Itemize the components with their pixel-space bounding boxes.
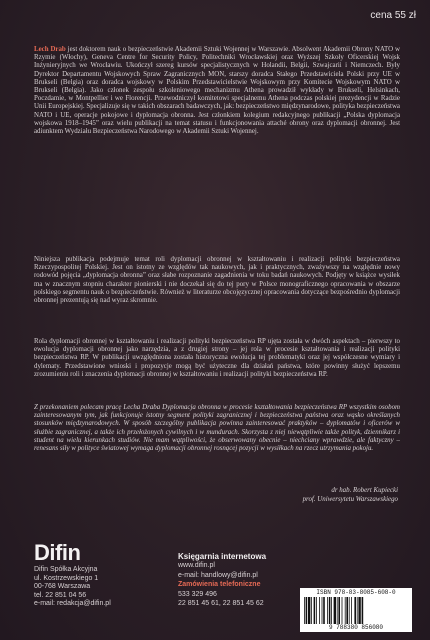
isbn-label: ISBN 978-83-8085-608-0 bbox=[316, 589, 396, 596]
barcode-bar bbox=[327, 597, 328, 624]
publisher-line: Difin Spółka Akcyjna bbox=[34, 566, 98, 573]
review-text: Z przekonaniem polecam pracę Lecha Draba Dyplomacja obronna w procesie kształtowania bezpieczeństwa RP wszystkim osobom zainteresowanym tym, jak funkcjonuje istotny segment polityki zagranicznej i bezpieczeństwa państwa oraz wąsko określanych stosunków międzynarodowych. W sposób szczególny publikacja powinna zainteresować praktyków – dyplomatów i oficerów w służbie zagranicznej, a także ich przełożonych cywilnych i w mundurach. Skorzysta z niej niewątpliwie także polityk, dziennikarz i student na wielu kierunkach studiów. Nie mam wątpliwości, że obserwowany obecnie – niechciany wprawdzie, ale faktyczny – renesans siły w polityce światowej wymaga dyplomacji obronnej rosnącej pozycji w wysiłkach na rzecz utrzymania pokoju. bbox=[34, 404, 400, 453]
barcode-bar bbox=[311, 597, 312, 624]
reviewer-name: dr hab. Robert Kupiecki bbox=[331, 487, 398, 494]
barcode-bar bbox=[322, 597, 323, 624]
barcode-bar bbox=[338, 597, 340, 624]
reviewer-title: prof. Uniwersytetu Warszawskiego bbox=[302, 496, 398, 503]
barcode-bar bbox=[323, 597, 325, 624]
barcode-number: 9 788380 856080 bbox=[328, 624, 383, 631]
publisher-line: 00-768 Warszawa bbox=[34, 583, 91, 591]
barcode-bar bbox=[331, 597, 332, 624]
barcode-bar bbox=[357, 597, 358, 624]
barcode-bar bbox=[308, 597, 310, 624]
author-bio-text: jest doktorem nauk o bezpieczeństwie Akademii Sztuki Wojennej w Warszawie. Absolwent Akademii Obrony NATO w Rzymie (Włochy), Geneva Centre for Security Policy, Politechniki Wrocławskiej oraz Wyższej Szkoły Oficerskiej Wojsk Inżynieryjnych we Wrocławiu. Ukończył szereg kursów specjalistycznych w Holandii, Belgii, Szwajcarii i Niemczech. Były Dyrektor Departamentu Wojskowych Spraw Zagranicznych MON, starszy doradca Stałego Przedstawiciela Polski przy UE w Brukseli (Belgia) oraz doradca wojskowy w Polskim Przedstawicielstwie Wojskowym przy Komitecie Wojskowym NATO w Brukseli (Belgia). Jako członek zespołu szkoleniowego mechanizmu Athena prowadził wykłady w Brukseli, Helsinkach, Poczdamie, w Montpellier i we Florencji. Przewodniczył komitetowi specjalnemu Athena podczas polskiej prezydencji w Radzie Unii Europejskiej. Specjalizuje się w takich obszarach badawczych, jak: bezpieczeństwo międzynarodowe, polityka bezpieczeństwa NATO i UE, operacje pokojowe i dyplomacja obronna. Jest członkiem kolegium redakcyjnego publikacji „Polska dyplomacja wojskowa 1918–1945” oraz wielu publikacji na temat statusu i funkcjonowania attaché obrony oraz dyplomacji obronnej. Jest adiunktem Wydziału Bezpieczeństwa Narodowego w Akademii Sztuki Wojennej. bbox=[34, 46, 400, 136]
barcode-bar bbox=[354, 597, 356, 624]
publisher-line: tel. 22 851 04 56 bbox=[34, 591, 87, 599]
barcode-bar bbox=[306, 597, 308, 624]
description-paragraph: Niniejsza publikacja podejmuje temat roli dyplomacji obronnej w kształtowaniu i realizacji polityki bezpieczeństwa Rzeczypospolitej Polskiej. Jest on istotny ze względów tak naukowych, jak i praktycznych, zważywszy na względnie nowy rodowód pojęcia „dyplomacja obronna” oraz słabe rozpoznanie zagadnienia w toku badań naukowych. Podjęty w książce wysiłek ma w znacznym stopniu charakter pionierski i nie doczekał się do tej pory w Polsce monograficznego opracowania w obszarze polskiego segmentu nauk o bezpieczeństwie. Również w literaturze obcojęzycznej opracowania dotyczące bezpośrednio dyplomacji obronnej prezentują się nad wyraz skromnie. bbox=[34, 256, 400, 305]
publisher-line: ul. Kostrzewskiego 1 bbox=[34, 574, 99, 582]
barcode-bar bbox=[316, 597, 317, 624]
barcode-bar bbox=[362, 597, 364, 624]
barcode-bar bbox=[337, 597, 338, 624]
book-scope bbox=[34, 338, 400, 379]
online-shop-info bbox=[178, 552, 308, 608]
shop-email-link[interactable]: e-mail: handlowy@difin.pl bbox=[178, 571, 258, 579]
publisher-email[interactable]: e-mail: redakcja@difin.pl bbox=[34, 600, 111, 608]
phone-number: 533 329 496 bbox=[178, 590, 217, 598]
author-name: Lech Drab bbox=[34, 46, 66, 53]
reviewer-signature bbox=[198, 486, 398, 504]
shop-heading: Księgarnia internetowa bbox=[178, 552, 267, 561]
barcode-bar bbox=[342, 597, 343, 624]
review-quote bbox=[34, 404, 400, 453]
barcode-bar bbox=[345, 597, 346, 624]
barcode-bar bbox=[346, 597, 348, 624]
barcode-bar bbox=[351, 597, 352, 624]
book-description bbox=[34, 256, 400, 305]
publisher-logo: Difin bbox=[34, 540, 81, 565]
barcode-bar bbox=[319, 597, 320, 624]
phone-orders-label: Zamówienia telefoniczne bbox=[178, 581, 261, 589]
shop-website-link[interactable]: www.difin.pl bbox=[178, 562, 215, 570]
phone-number: 22 851 45 61, 22 851 45 62 bbox=[178, 600, 264, 608]
barcode-bar bbox=[334, 597, 336, 624]
barcode-bar bbox=[329, 597, 331, 624]
barcode-bar bbox=[358, 597, 360, 624]
barcode-bar bbox=[349, 597, 350, 624]
scope-paragraph: Rola dyplomacji obronnej w kształtowaniu i realizacji polityki bezpieczeństwa RP ujęta została w dwóch aspektach – pierwszy to ewolucja dyplomacji obronnej jako narzędzia, a z drugiej strony – jej rola w procesie kształtowania i realizacji polityki bezpieczeństwa RP. W publikacji uwzględniona została historyczna ewolucja tej problematyki oraz jej współczesne wymiary i dylematy. Przedstawione wnioski i propozycje mogą być użyteczne dla działań państwa, które powinny służyć lepszemu zrozumieniu roli i znaczenia dyplomacji obronnej w kształtowaniu i realizacji polityki bezpieczeństwa RP. bbox=[34, 338, 400, 378]
barcode-bar bbox=[304, 597, 305, 624]
barcode-bar bbox=[314, 597, 316, 624]
publisher-address bbox=[34, 566, 164, 609]
barcode-graphic bbox=[304, 597, 408, 624]
author-bio bbox=[34, 46, 400, 136]
isbn-barcode bbox=[300, 588, 412, 632]
price-label: cena 55 zł bbox=[370, 10, 416, 21]
